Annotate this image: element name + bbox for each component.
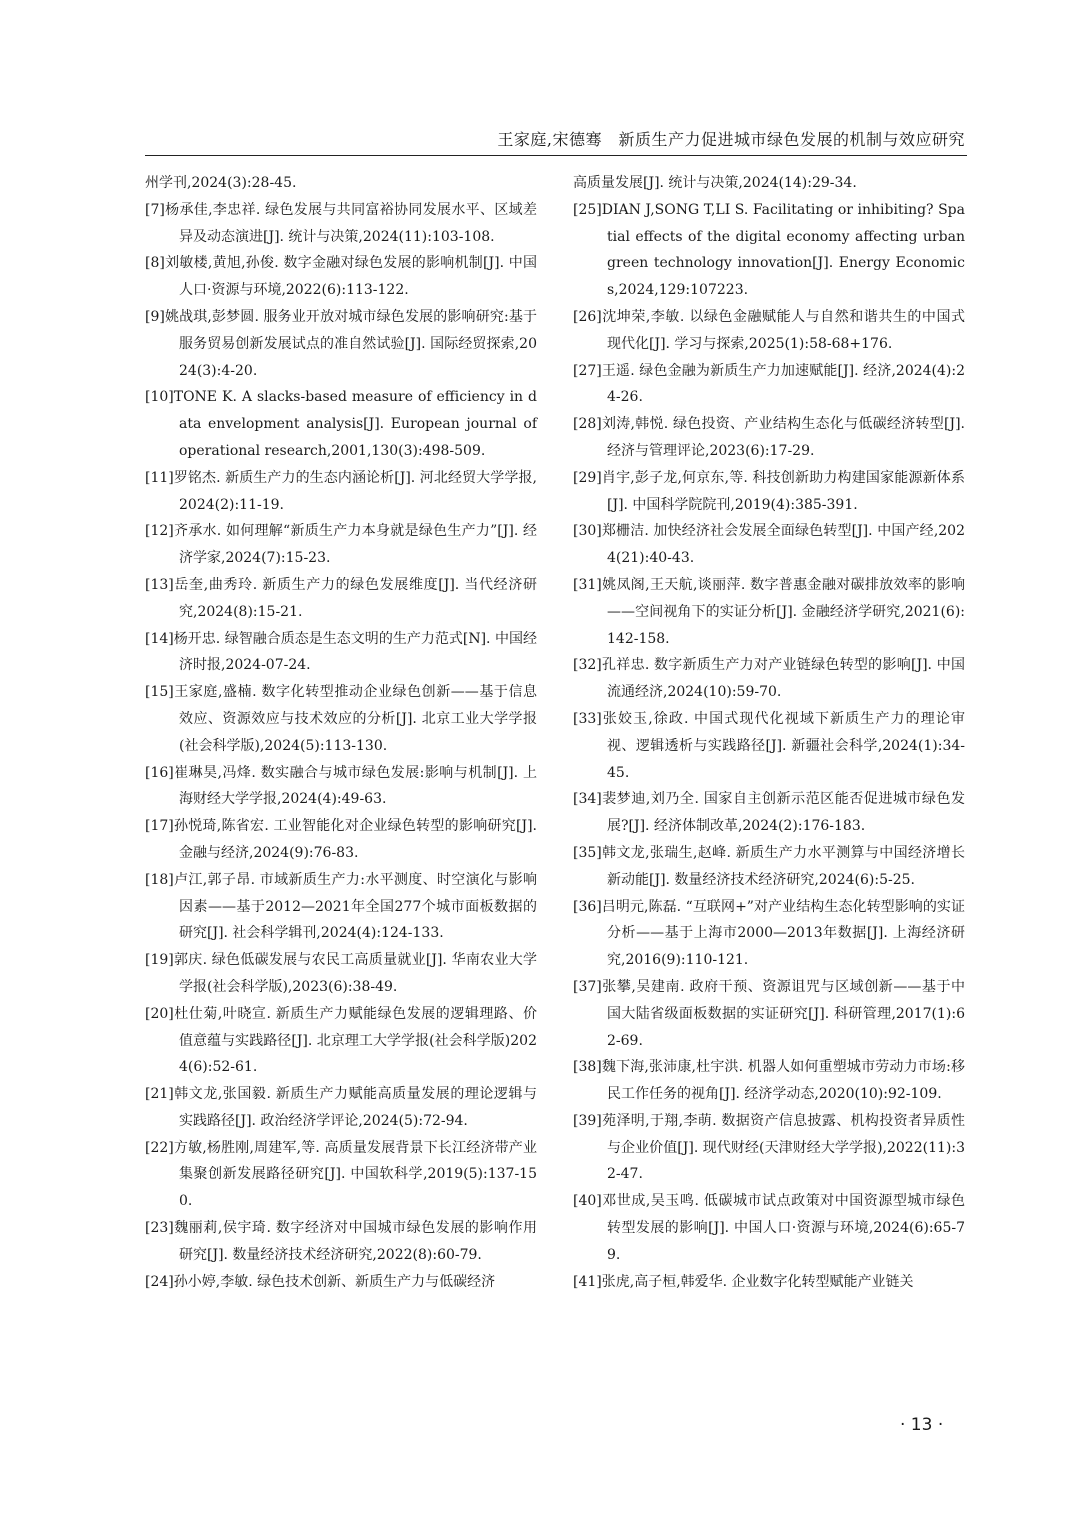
reference-entry: [31]姚凤阁,王天航,谈丽萍. 数字普惠金融对碳排放效率的影响——空间视角下的实证分析[J]. 金融经济学研究,2021(6):142-158. — [573, 576, 965, 647]
reference-entry: [40]邓世成,吴玉鸣. 低碳城市试点政策对中国资源型城市绿色转型发展的影响[J]. 中国人口·资源与环境,2024(6):65-79. — [573, 1193, 965, 1263]
reference-entry: [22]方敏,杨胜刚,周建军,等. 高质量发展背景下长江经济带产业集聚创新发展路径研究[J]. 中国软科学,2019(5):137-150. — [145, 1139, 537, 1210]
reference-entry: 高质量发展[J]. 统计与决策,2024(14):29-34. — [573, 175, 857, 191]
references-left-column — [145, 170, 537, 1295]
reference-entry: [32]孔祥忠. 数字新质生产力对产业链绿色转型的影响[J]. 中国流通经济,2024(10):59-70. — [573, 657, 965, 701]
reference-entry: [9]姚战琪,彭梦圆. 服务业开放对城市绿色发展的影响研究:基于服务贸易创新发展试点的准自然试验[J]. 国际经贸探索,2024(3):4-20. — [145, 308, 537, 379]
running-head: 王家庭,宋德骞 新质生产力促进城市绿色发展的机制与效应研究 — [497, 130, 965, 149]
references-right-column — [573, 170, 965, 1295]
reference-entry: [16]崔琳昊,冯烽. 数实融合与城市绿色发展:影响与机制[J]. 上海财经大学学报,2024(4):49-63. — [145, 764, 537, 808]
reference-entry: [36]吕明元,陈磊. “互联网+”对产业结构生态化转型影响的实证分析——基于上海市2000—2013年数据[J]. 上海经济研究,2016(9):110-121. — [573, 898, 965, 969]
reference-entry: [8]刘敏楼,黄旭,孙俊. 数字金融对绿色发展的影响机制[J]. 中国人口·资源与环境,2022(6):113-122. — [145, 255, 537, 299]
reference-entry: [12]齐承水. 如何理解“新质生产力本身就是绿色生产力”[J]. 经济学家,2024(7):15-23. — [145, 523, 537, 567]
reference-entry: [26]沈坤荣,李敏. 以绿色金融赋能人与自然和谐共生的中国式现代化[J]. 学习与探索,2025(1):58-68+176. — [573, 308, 965, 352]
reference-entry: [29]肖宇,彭子龙,何京东,等. 科技创新助力构建国家能源新体系[J]. 中国科学院院刊,2019(4):385-391. — [573, 469, 965, 513]
reference-entry: [21]韩文龙,张国毅. 新质生产力赋能高质量发展的理论逻辑与实践路径[J]. 政治经济学评论,2024(5):72-94. — [145, 1086, 537, 1129]
reference-entry: [7]杨承佳,李忠祥. 绿色发展与共同富裕协同发展水平、区域差异及动态演进[J]. 统计与决策,2024(11):103-108. — [145, 201, 537, 245]
reference-entry: [41]张虎,高子桓,韩爱华. 企业数字化转型赋能产业链关 — [573, 1273, 914, 1290]
reference-entry: [34]裴梦迪,刘乃全. 国家自主创新示范区能否促进城市绿色发展?[J]. 经济体制改革,2024(2):176-183. — [573, 791, 965, 835]
reference-entry: 州学刊,2024(3):28-45. — [145, 175, 297, 191]
reference-entry: [15]王家庭,盛楠. 数字化转型推动企业绿色创新——基于信息效应、资源效应与技术效应的分析[J]. 北京工业大学学报(社会科学版),2024(5):113-130. — [145, 684, 537, 754]
reference-entry: [37]张攀,吴建南. 政府干预、资源诅咒与区域创新——基于中国大陆省级面板数据的实证研究[J]. 科研管理,2017(1):62-69. — [573, 978, 965, 1049]
reference-entry: [14]杨开忠. 绿智融合质态是生态文明的生产力范式[N]. 中国经济时报,2024-07-24. — [145, 630, 537, 674]
reference-entry: [20]杜仕菊,叶晓宣. 新质生产力赋能绿色发展的逻辑理路、价值意蕴与实践路径[J]. 北京理工大学学报(社会科学版)2024(6):52-61. — [145, 1005, 537, 1076]
reference-entry: [35]韩文龙,张瑞生,赵峰. 新质生产力水平测算与中国经济增长新动能[J]. 数量经济技术经济研究,2024(6):5-25. — [573, 844, 965, 888]
reference-entry: [10]TONE K. A slacks-based measure of efficiency in data envelopment analysis[J]. European journal of operational research,2001,130(3):498-509. — [145, 389, 537, 459]
reference-entry: [23]魏丽莉,侯宇琦. 数字经济对中国城市绿色发展的影响作用研究[J]. 数量经济技术经济研究,2022(8):60-79. — [145, 1220, 537, 1263]
reference-entry: [30]郑栅洁. 加快经济社会发展全面绿色转型[J]. 中国产经,2024(21):40-43. — [573, 523, 965, 567]
reference-entry: [24]孙小婷,李敏. 绿色技术创新、新质生产力与低碳经济 — [145, 1273, 496, 1290]
reference-entry: [19]郭庆. 绿色低碳发展与农民工高质量就业[J]. 华南农业大学学报(社会科学版),2023(6):38-49. — [145, 952, 537, 995]
reference-entry: [38]魏下海,张沛康,杜宇洪. 机器人如何重塑城市劳动力市场:移民工作任务的视角[J]. 经济学动态,2020(10):92-109. — [573, 1059, 965, 1103]
reference-entry: [39]苑泽明,于翔,李萌. 数据资产信息披露、机构投资者异质性与企业价值[J]. 现代财经(天津财经大学学报),2022(11):32-47. — [573, 1112, 965, 1183]
reference-entry: [11]罗铭杰. 新质生产力的生态内涵论析[J]. 河北经贸大学学报,2024(2):11-19. — [145, 469, 537, 513]
reference-entry: [28]刘涛,韩悦. 绿色投资、产业结构生态化与低碳经济转型[J]. 经济与管理评论,2023(6):17-29. — [573, 416, 965, 459]
reference-entry: [13]岳奎,曲秀玲. 新质生产力的绿色发展维度[J]. 当代经济研究,2024(8):15-21. — [145, 576, 537, 620]
reference-entry: [27]王遥. 绿色金融为新质生产力加速赋能[J]. 经济,2024(4):24-26. — [573, 362, 965, 406]
reference-entry: [17]孙悦琦,陈省宏. 工业智能化对企业绿色转型的影响研究[J]. 金融与经济,2024(9):76-83. — [145, 818, 537, 861]
reference-entry: [18]卢江,郭子昂. 市域新质生产力:水平测度、时空演化与影响因素——基于2012—2021年全国277个城市面板数据的研究[J]. 社会科学辑刊,2024(4):124-133. — [145, 871, 537, 942]
header-rule — [145, 155, 967, 156]
reference-entry: [25]DIAN J,SONG T,LI S. Facilitating or inhibiting? Spatial effects of the digital economy affecting urban green technology innovation[J]. Energy Economics,2024,129:107223. — [573, 201, 965, 299]
reference-entry: [33]张姣玉,徐政. 中国式现代化视域下新质生产力的理论审视、逻辑透析与实践路径[J]. 新疆社会科学,2024(1):34-45. — [573, 710, 965, 781]
page-number: · 13 · — [900, 1415, 944, 1435]
